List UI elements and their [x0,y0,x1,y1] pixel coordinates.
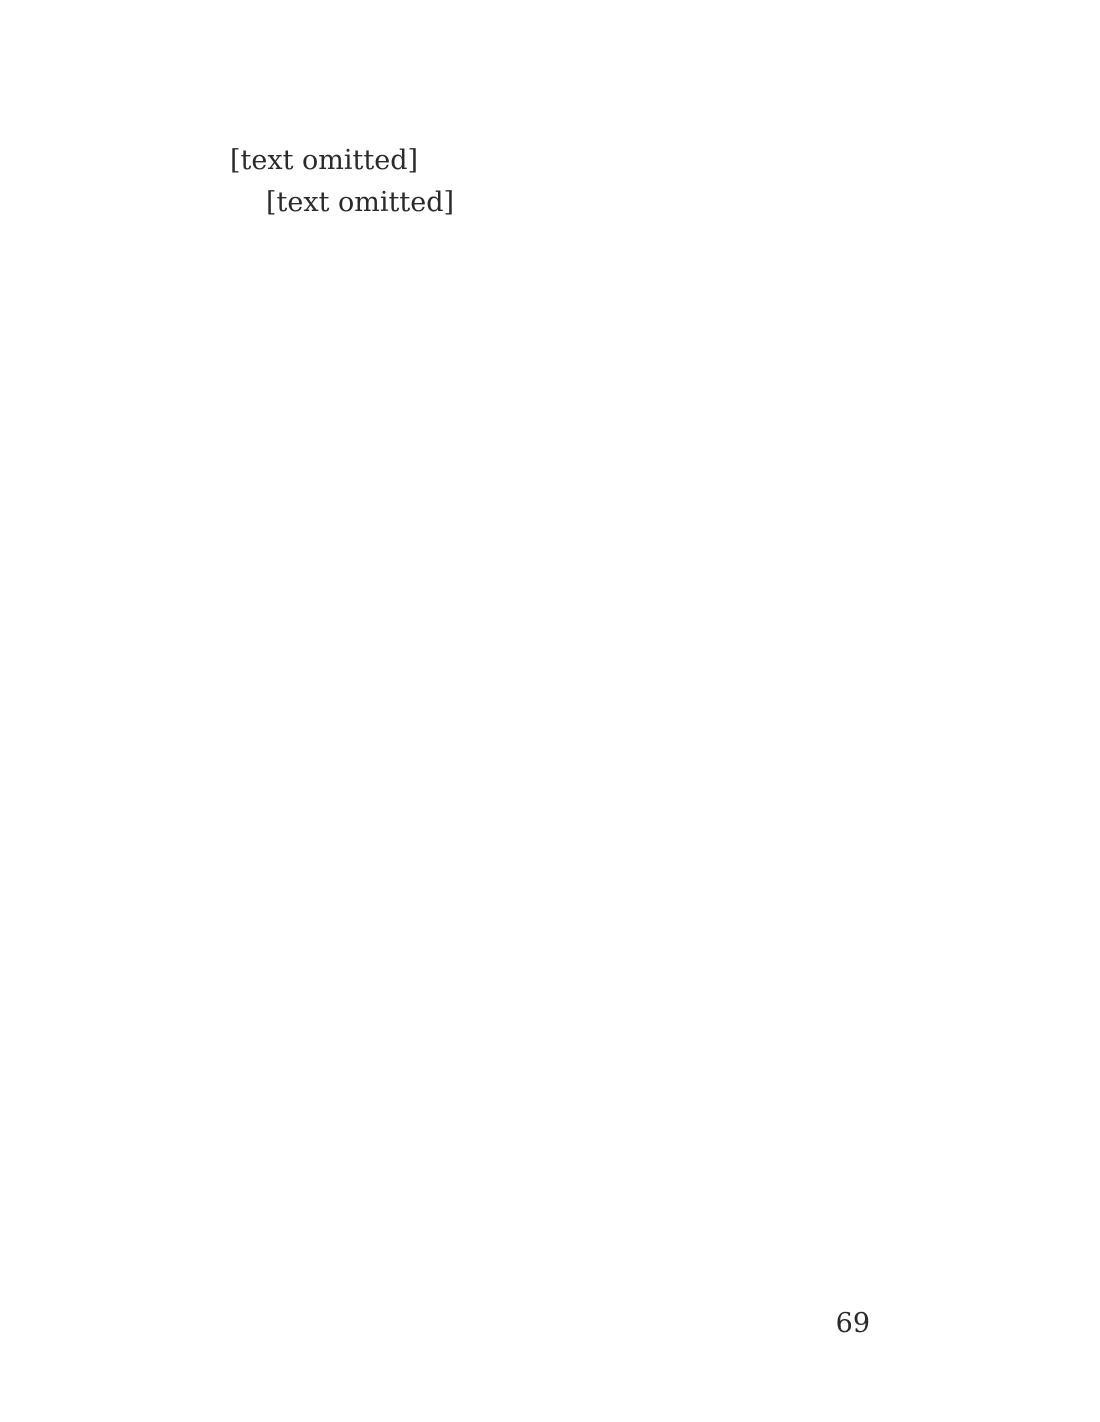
body-text [230,140,870,224]
paragraph: [text omitted] [266,187,455,218]
paragraph-continuation: [text omitted] [230,145,419,176]
page-number: 69 [835,1308,870,1339]
